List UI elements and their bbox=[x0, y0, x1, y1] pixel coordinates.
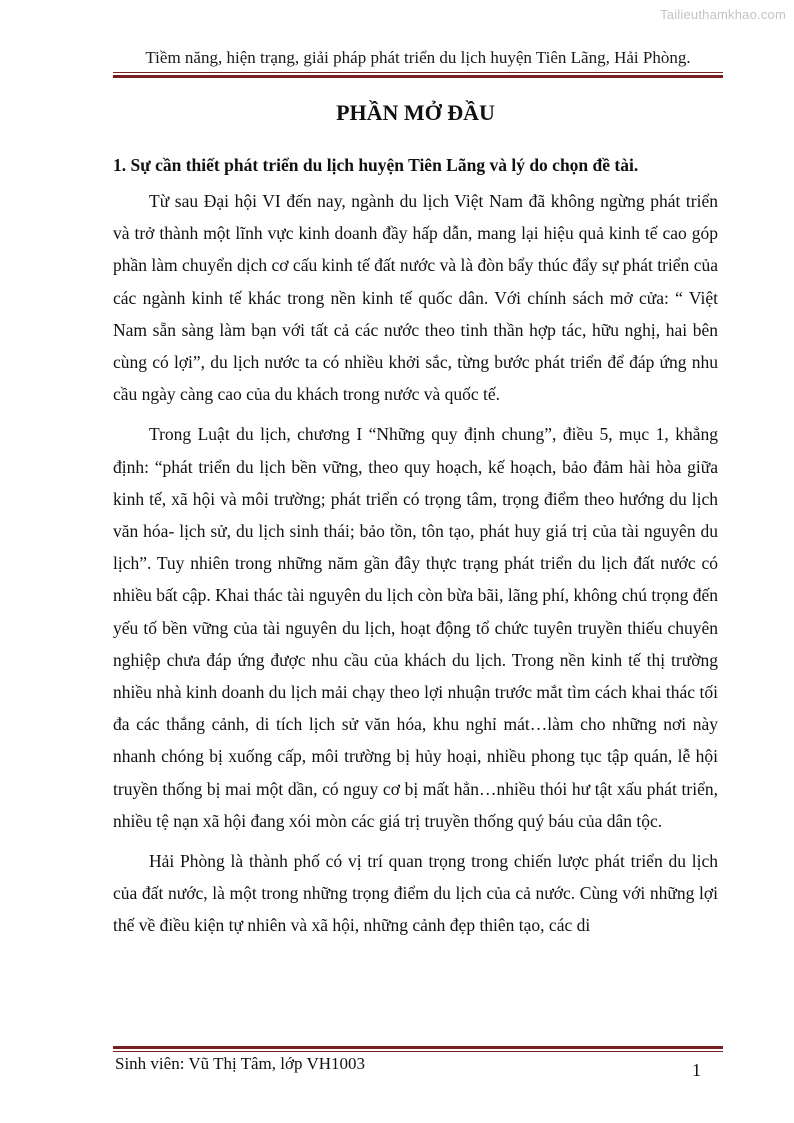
footer-student-info: Sinh viên: Vũ Thị Tâm, lớp VH1003 bbox=[115, 1054, 365, 1073]
running-header: Tiềm năng, hiện trạng, giải pháp phát triển du lịch huyện Tiên Lãng, Hải Phòng. bbox=[145, 48, 691, 67]
page-number: 1 bbox=[692, 1060, 701, 1080]
footer-divider bbox=[113, 1046, 723, 1052]
body-paragraph-1: Từ sau Đại hội VI đến nay, ngành du lịch Việt Nam đã không ngừng phát triển và trở thành một lĩnh vực kinh doanh đầy hấp dẫn, mang lại hiệu quả kinh tế cao góp phần làm chuyển dịch cơ cấu kinh tế đất nước và là đòn bẩy thúc đẩy sự phát triển của các ngành kinh tế khác trong nền kinh tế quốc dân. Với chính sách mở cửa: “ Việt Nam sẵn sàng làm bạn với tất cả các nước theo tinh thần hợp tác, hữu nghị, hai bên cùng có lợi”, du lịch nước ta có nhiều khởi sắc, từng bước phát triển để đáp ứng nhu cầu ngày càng cao của du khách trong nước và quốc tế. bbox=[113, 191, 718, 405]
watermark-text: Tailieuthamkhao.com bbox=[660, 7, 786, 22]
page-title: PHẦN MỞ ĐẦU bbox=[336, 100, 495, 125]
page-body bbox=[113, 98, 718, 950]
section-heading: 1. Sự cần thiết phát triển du lịch huyện Tiên Lãng và lý do chọn đề tài. bbox=[113, 155, 639, 175]
header-divider bbox=[113, 72, 723, 78]
body-paragraph-3: Hải Phòng là thành phố có vị trí quan trọng trong chiến lược phát triển du lịch của đất nước, là một trong những trọng điểm du lịch của cả nước. Cùng với những lợi thế về điều kiện tự nhiên và xã hội, những cảnh đẹp thiên tạo, các di bbox=[113, 851, 718, 936]
body-paragraph-2: Trong Luật du lịch, chương I “Những quy định chung”, điều 5, mục 1, khẳng định: “phát triển du lịch bền vững, theo quy hoạch, kế hoạch, bảo đảm hài hòa giữa kinh tế, xã hội và môi trường; phát triển có trọng tâm, trọng điểm theo hướng du lịch văn hóa- lịch sử, du lịch sinh thái; bảo tồn, tôn tạo, phát huy giá trị của tài nguyên du lịch”. Tuy nhiên trong những năm gần đây thực trạng phát triển du lịch đất nước có nhiều bất cập. Khai thác tài nguyên du lịch còn bừa bãi, lãng phí, không chú trọng đến yếu tố bền vững của tài nguyên du lịch, hoạt động tổ chức tuyên truyền thiếu chuyên nghiệp chưa đáp ứng được nhu cầu của khách du lịch. Trong nền kinh tế thị trường nhiều nhà kinh doanh du lịch mải chạy theo lợi nhuận trước mắt tìm cách khai thác tối đa các thắng cảnh, di tích lịch sử văn hóa, khu nghỉ mát…làm cho những nơi này nhanh chóng bị xuống cấp, môi trường bị hủy hoại, nhiều phong tục tập quán, lễ hội truyền thống bị mai một dần, có nguy cơ bị mất hẳn…nhiều thói hư tật xấu phát triển, nhiều tệ nạn xã hội đang xói mòn các giá trị truyền thống quý báu của dân tộc. bbox=[113, 424, 718, 831]
